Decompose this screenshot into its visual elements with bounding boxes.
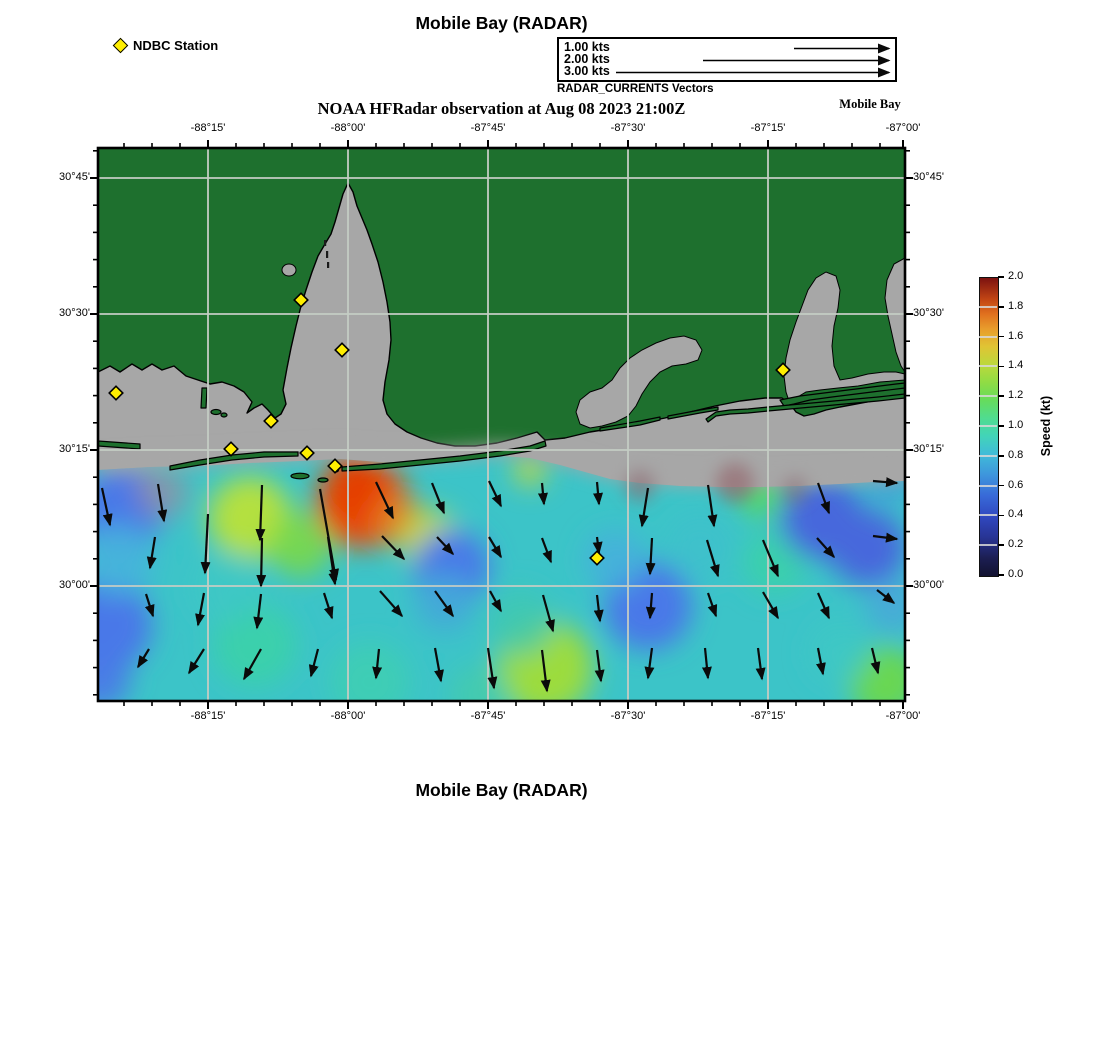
vector-scale-arrows: [559, 39, 895, 80]
figure-page: Mobile Bay (RADAR) NDBC Station 1.00 kts 2.00 kts 3.00 kts RADAR_CURRENTS Vectors NOAA HFRadar observation at Aug 08 2023 21:00Z Mobile Bay -88°15' -88°15' -88°00' -88°00' -87°45' -87°45' -87°30' -87°30' -87°15' -87°15' -87°00' -87°00' 30°45' 30°45' 30°30' 30°30' 30°15' 30°15' 30°00' 30°00' 2.0 1.8 1.6 1.4 1.2 1.0 0.8 0.6 0.4 0.2 0.0 Speed (kt) Mobile Bay (RADAR): [0, 0, 1100, 1050]
region-label: Mobile Bay: [839, 97, 901, 111]
map-canvas: [86, 134, 919, 715]
figure-title-bottom: Mobile Bay (RADAR): [415, 780, 588, 800]
vectors-caption: RADAR_CURRENTS Vectors: [557, 83, 714, 95]
colorbar-axis-label: Speed (kt): [1039, 395, 1053, 457]
figure-title-top: Mobile Bay (RADAR): [415, 13, 588, 33]
speed-colorbar: [979, 277, 999, 577]
vector-scale-labels: 1.00 kts 2.00 kts 3.00 kts: [564, 40, 610, 79]
delta-pond-water: [282, 264, 296, 276]
observation-subtitle: NOAA HFRadar observation at Aug 08 2023 21:00Z: [317, 99, 686, 118]
ndbc-legend-label: NDBC Station: [133, 37, 219, 53]
vector-scale-box: [557, 37, 897, 82]
ndbc-station-icon: [115, 40, 126, 51]
